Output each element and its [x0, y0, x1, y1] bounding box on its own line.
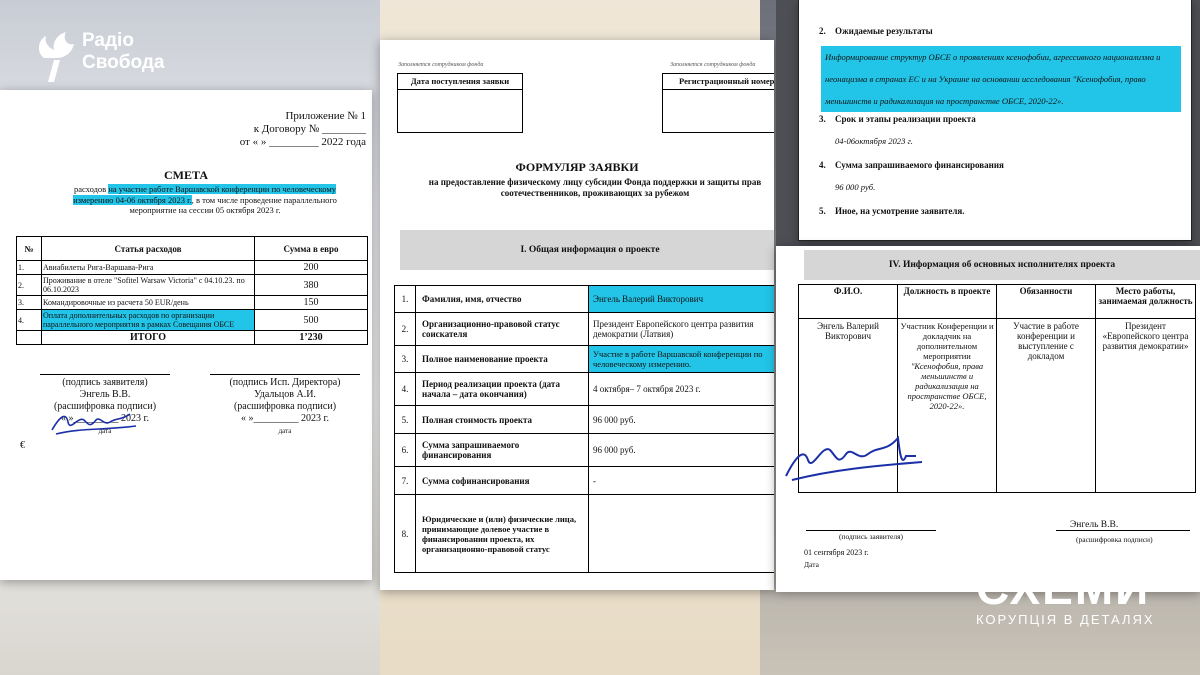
- results-item-3: 3. Срок и этапы реализации проекта 04-06октября 2023 г.: [819, 114, 976, 146]
- executors-date: 01 сентября 2023 г.: [804, 548, 869, 557]
- table-row: 4. Период реализации проекта (дата начала – дата окончания) 4 октября– 7 октября 2023 г.: [395, 373, 775, 406]
- table-row: 4. Оплата дополнительных расходов по организации параллельного мероприятия в рамках Совещания ОБСЕ 500: [17, 310, 368, 331]
- expected-results-text: Информирование структур ОБСЕ о проявлениях ксенофобии, агрессивного национализма и неонацизма в странах ЕС и на Украине на основании исследования "Ксенофобия, право меньшинств и радикализация на пространстве ОБСЕ, 2020-22».: [821, 46, 1181, 112]
- executors-name-sig: Энгель В.В.: [1056, 520, 1190, 531]
- executors-date-caption: Дата: [804, 560, 819, 569]
- smeta-title: СМЕТА: [163, 168, 209, 182]
- handwritten-signature: [50, 408, 140, 438]
- handwritten-signature: [782, 426, 942, 486]
- table-row: 7. Сумма софинансирования -: [395, 467, 775, 495]
- torch-icon: [34, 30, 80, 84]
- executors-document: [776, 246, 1200, 592]
- smeta-header-1: Приложение № 1: [285, 110, 366, 122]
- euro-sign: €: [20, 440, 25, 451]
- smeta-table: [16, 236, 368, 345]
- table-row: 3. Командировочные из расчета 50 EUR/день 150: [17, 296, 368, 310]
- smeta-sig-right: (подпись Исп. Директора) Удальцов А.И. (расшифровка подписи) « »_________ 2023 г. дата: [210, 374, 360, 437]
- radio-svoboda-logo: [34, 30, 174, 90]
- executors-table: Ф.И.О. Должность в проекте Обязанности Место работы, занимаемая должность Энгель Валерий Викторович Участник Конференции и докладчик на дополнительном мероприятии "Ксенофобия, права меньшинств и радикализация на пространстве ОБСЕ, 2020-22». Участие в работе конференции и выступление с докладом Президент «Европейского центра развития демократии»: [798, 284, 1196, 493]
- table-total-row: ИТОГО 1’230: [17, 331, 368, 345]
- section-executors: IV. Информация об основных исполнителях проекта: [804, 250, 1200, 280]
- logo-line2: Свобода: [82, 52, 165, 73]
- section-general-info: I. Общая информация о проекте: [400, 230, 774, 270]
- executors-sig-caption: (подпись заявителя): [806, 530, 936, 541]
- table-row: 1. Авиабилеты Рига-Варшава-Рига 200: [17, 261, 368, 275]
- reg-number-box: Регистрационный номер: [662, 73, 774, 133]
- smeta-intro-highlight: на участие работе Варшавской конференции по человеческому измерению 04-06 октября 2023 г.: [73, 184, 337, 205]
- table-row: 1. Фамилия, имя, отчество Энгель Валерий Викторович: [395, 286, 775, 313]
- date-received-box: Дата поступления заявки: [397, 73, 523, 133]
- fund-note-right: Заполняется сотрудником фонда: [670, 62, 756, 68]
- smeta-header-2: к Договору № ________: [253, 123, 366, 135]
- schemy-logo-text: СХЕМИ: [976, 562, 1151, 614]
- project-info-table: [394, 285, 774, 573]
- table-row: 2. Организационно-правовой статус соискателя Президент Европейского центра развития демократии (Латвия): [395, 313, 775, 346]
- smeta-header-3: от « » _________ 2022 года: [239, 136, 366, 148]
- table-row: 3. Полное наименование проекта Участие в работе Варшавской конференции по человеческому измерению.: [395, 346, 775, 373]
- logo-line1: Радіо: [82, 30, 134, 51]
- fund-note-left: Заполняется сотрудником фонда: [398, 62, 484, 68]
- table-row: 8. Юридические и (или) физические лица, принимающие долевое участие в финансировании проекта, их организационно-правовой статус: [395, 495, 775, 573]
- smeta-intro: расходов на участие работе Варшавской конференции по человеческому измерению 04-06 октября 2023 г., в том числе проведение параллельного мероприятие на сессии 05 октября 2023 г.: [73, 184, 337, 215]
- smeta-sig-left: (подпись заявителя) Энгель В.В. (расшифровка подписи) « »_________ 2023 г. дата: [40, 374, 170, 437]
- table-row: 2. Проживание в отеле "Sofitel Warsaw Victoria" с 04.10.23. по 06.10.2023 380: [17, 275, 368, 296]
- table-row: 6. Сумма запрашиваемого финансирования 96 000 руб.: [395, 434, 775, 467]
- smeta-document: [0, 90, 372, 580]
- schemy-tagline: КОРУПЦІЯ В ДЕТАЛЯХ: [976, 612, 1155, 627]
- results-document: [798, 0, 1192, 241]
- table-row: 5. Полная стоимость проекта 96 000 руб.: [395, 406, 775, 434]
- smeta-col-sum: Сумма в евро: [255, 237, 368, 261]
- smeta-col-item: Статья расходов: [42, 237, 255, 261]
- executors-name-caption: (расшифровка подписи): [1076, 535, 1153, 544]
- results-item-4: 4. Сумма запрашиваемого финансирования 96 000 руб.: [819, 160, 1004, 192]
- formular-title: ФОРМУЛЯР ЗАЯВКИ: [515, 160, 639, 174]
- formular-document: [380, 40, 774, 590]
- smeta-col-num: №: [17, 237, 42, 261]
- results-item-2: 2. Ожидаемые результаты Информирование структур ОБСЕ о проявлениях ксенофобии, агрессивного национализма и неонацизма в странах ЕС и на Украине на основании исследования "Ксенофобия, право меньшинств и радикализация на пространстве ОБСЕ, 2020-22».: [819, 26, 1181, 112]
- schemy-watermark: [976, 562, 1156, 636]
- table-row: Энгель Валерий Викторович Участник Конференции и докладчик на дополнительном мероприятии "Ксенофобия, права меньшинств и радикализация на пространстве ОБСЕ, 2020-22». Участие в работе конференции и выступление с докладом Президент «Европейского центра развития демократии»: [799, 319, 1196, 493]
- formular-subtitle: на предоставление физическому лицу субсидии Фонда поддержки и защиты прав соотечественников, проживающих за рубежом: [428, 177, 762, 198]
- results-item-5: 5. Иное, на усмотрение заявителя.: [819, 206, 965, 216]
